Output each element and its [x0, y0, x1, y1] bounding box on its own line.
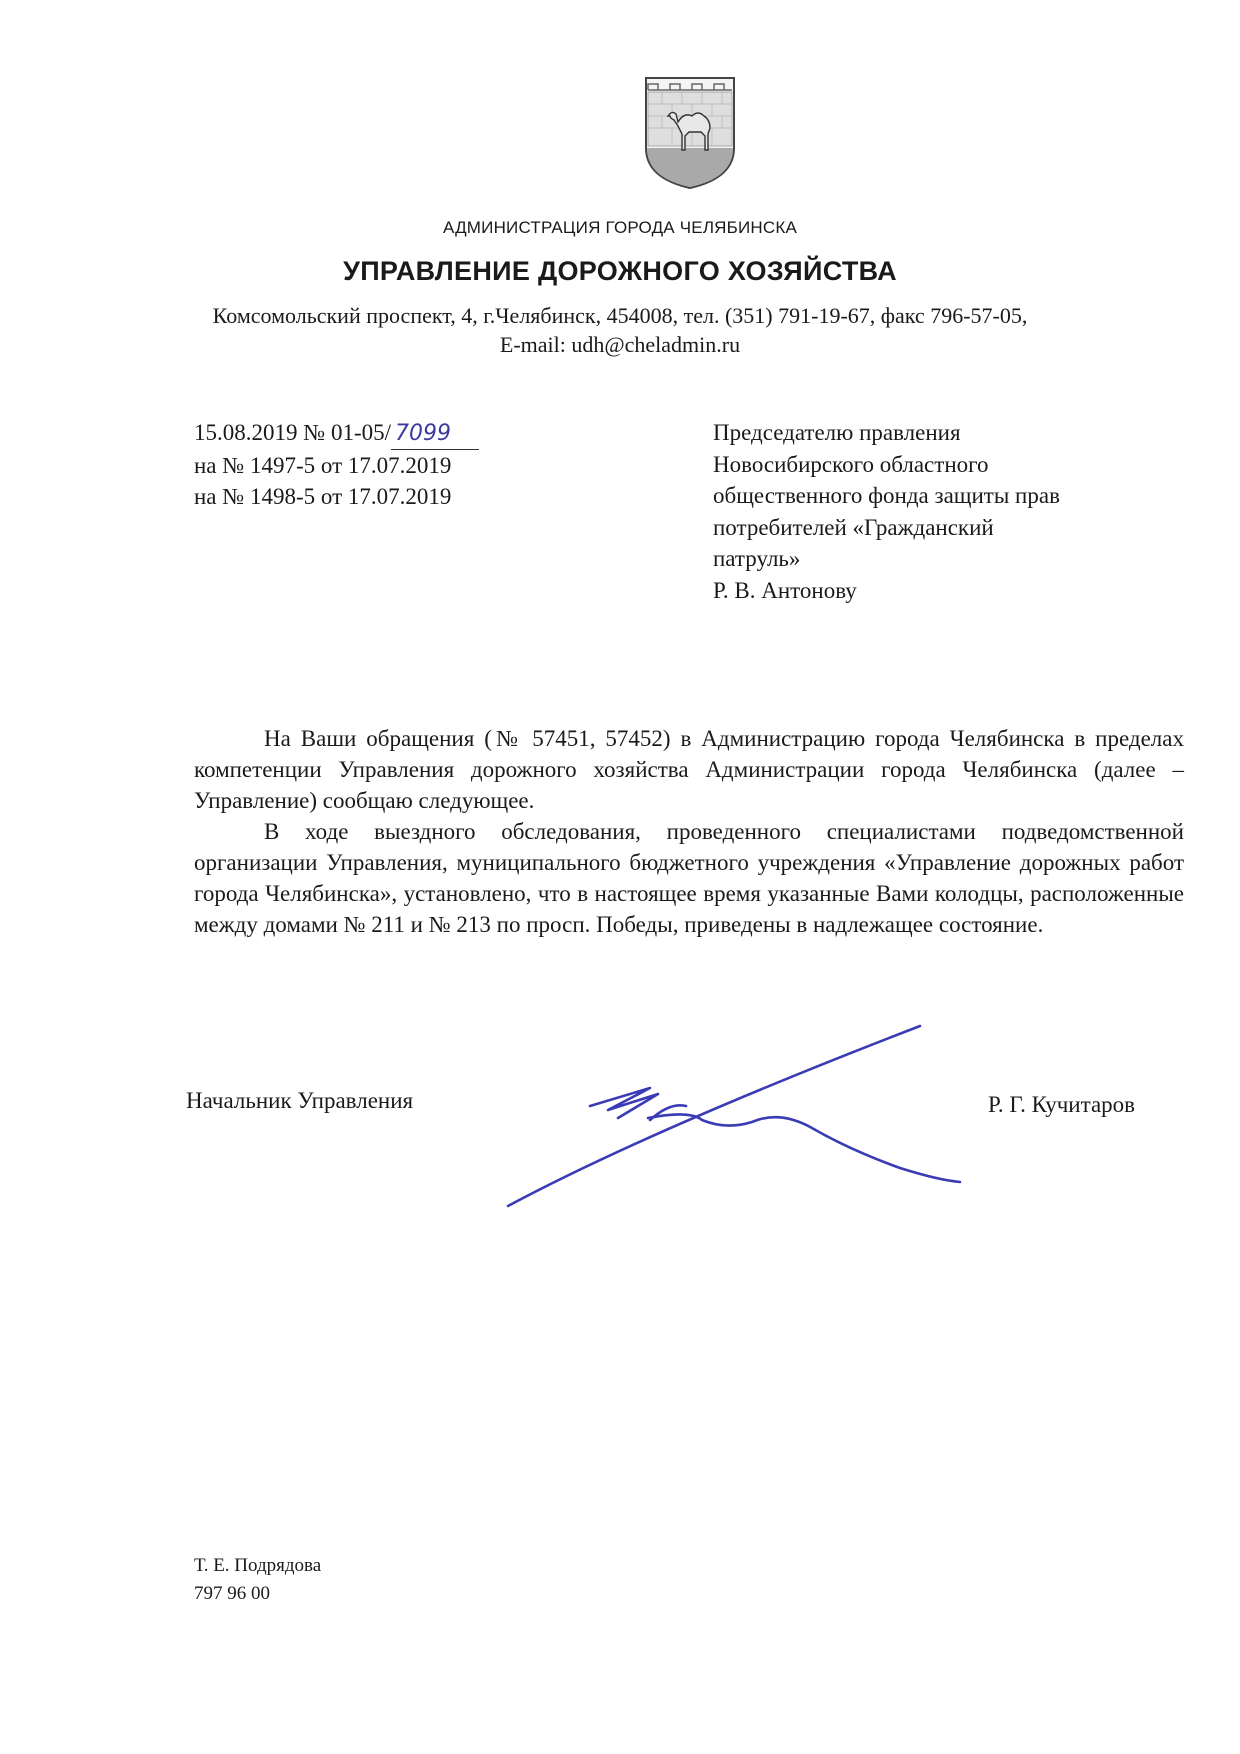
email-line: E-mail: udh@cheladmin.ru: [499, 332, 741, 357]
executor-phone: 797 96 00: [194, 1583, 270, 1604]
executor-block: [194, 1552, 321, 1608]
addressee-line: патруль»: [713, 546, 801, 571]
organization-name: АДМИНИСТРАЦИЯ ГОРОДА ЧЕЛЯБИНСКА: [442, 218, 798, 237]
body-paragraph: На Ваши обращения (№ 57451, 57452) в Администрацию города Челябинска в пределах компетенции Управления дорожного хозяйства Администрации города Челябинска (далее – Управление) сообщаю следующее.: [194, 726, 1184, 813]
outgoing-date-number: [194, 417, 479, 450]
reference-block: [194, 417, 479, 512]
addressee-line: Председателю правления: [713, 420, 961, 445]
address-line: Комсомольский проспект, 4, г.Челябинск, 454008, тел. (351) 791-19-67, факс 796-57-05,: [212, 303, 1028, 328]
addressee-line: общественного фонда защиты прав: [713, 483, 1060, 508]
addressee-line: Новосибирского областного: [713, 451, 989, 477]
reply-reference-1: на № 1497-5 от 17.07.2019: [194, 453, 452, 478]
letterhead-address: [0, 301, 1240, 359]
chelyabinsk-coat-of-arms-camel-icon: [642, 74, 738, 192]
letter-body: [194, 723, 1184, 940]
body-paragraph: В ходе выездного обследования, проведенного специалистами подведомственной организации Управления, муниципального бюджетного учреждения «Управление дорожных работ города Челябинска», установлено, что в настоящее время указанные Вами колодцы, расположенные между домами № 211 и № 213 по просп. Победы, приведены в надлежащее состояние.: [194, 819, 1184, 937]
handwritten-signature: [490, 1010, 1010, 1220]
executor-name: Т. Е. Подрядова: [194, 1555, 322, 1576]
signer-title: Начальник Управления: [186, 1088, 414, 1113]
addressee-block: [713, 417, 1173, 606]
addressee-line: потребителей «Гражданский: [713, 514, 994, 540]
signer-name: Р. Г. Кучитаров: [988, 1092, 1136, 1117]
coat-of-arms-emblem: [642, 74, 738, 192]
date-number-text: 15.08.2019 № 01-05/: [194, 420, 391, 445]
addressee-name: Р. В. Антонову: [713, 577, 857, 603]
handwritten-reg-number: 7099: [391, 418, 479, 450]
department-name: УПРАВЛЕНИЕ ДОРОЖНОГО ХОЗЯЙСТВА: [343, 256, 897, 286]
reply-reference-2: на № 1498-5 от 17.07.2019: [194, 484, 452, 509]
